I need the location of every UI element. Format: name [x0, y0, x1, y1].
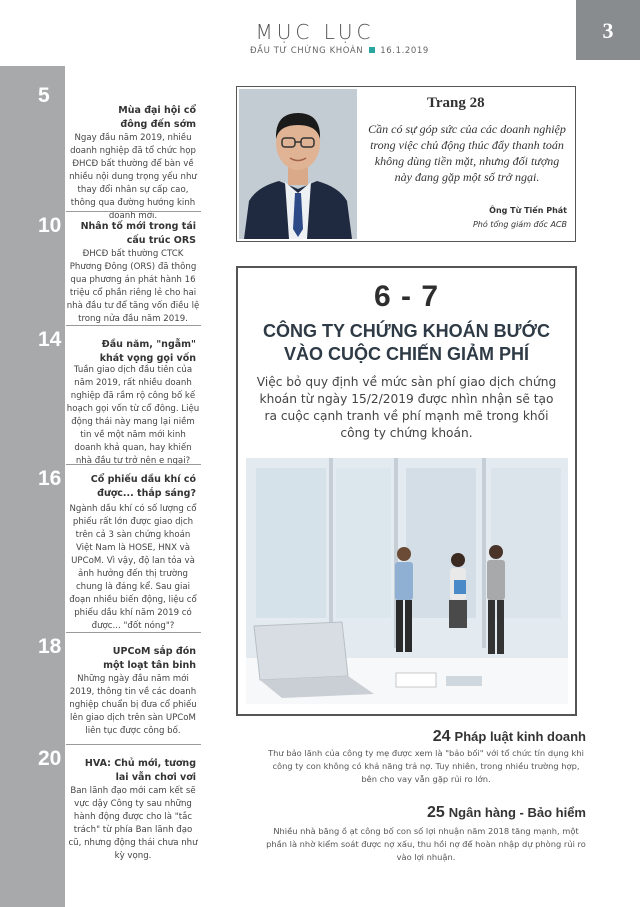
sidebar-item-number: 14: [38, 328, 62, 351]
quote-box[interactable]: [236, 86, 576, 242]
sidebar-item-body: Ngay đầu năm 2019, nhiều doanh nghiệp đã tổ chức họp ĐHCĐ bất thường để bàn về nhiều nội dung trọng yếu như thay đổi nhân sự cấp cao, thông qua đường hướng kinh doanh mới.: [69, 133, 197, 221]
portrait-photo: [239, 89, 357, 239]
section-title: Pháp luật kinh doanh: [454, 729, 586, 744]
quote-author: Ông Từ Tiến Phát: [489, 206, 567, 215]
sidebar-item-number: 16: [38, 467, 62, 490]
sidebar-item-number: 20: [38, 747, 62, 770]
person-portrait-icon: [239, 89, 357, 239]
section-body: Nhiều nhà băng ồ ạt công bố con số lợi nhuận năm 2018 tăng mạnh, một phần là nhờ kiểm soát được nợ xấu, thu hồi nợ để hoàn nhập dự phòng rủi ro vào lợi nhuận.: [266, 826, 586, 862]
sidebar-item-title: Đầu năm, "ngẫm" khát vọng gọi vốn: [99, 339, 196, 364]
publication-line: [250, 46, 470, 56]
sidebar: [0, 66, 201, 907]
section-number: 24: [432, 728, 451, 745]
issue-date: 16.1.2019: [380, 46, 429, 56]
divider: [66, 744, 201, 745]
sidebar-item-body: ĐHCĐ bất thường CTCK Phương Đông (ORS) đã thông qua phương án phát hành 16 triệu cổ phần riêng lẻ cho hai nhà đầu tư để tăng vốn điều lệ trong nửa đầu năm 2019.: [66, 249, 200, 324]
quote-text: Cần có sự góp sức của các doanh nghiệp trong việc chủ động thúc đẩy thanh toán không dùng tiền mặt, nhưng đối tượng này đang gặp một số trở ngại.: [368, 122, 566, 184]
section-body: Thư bảo lãnh của công ty mẹ được xem là "bảo bối" với tổ chức tín dụng khi công ty con không có khả năng trả nợ. Tuy nhiên, trong nhiều trường hợp, bên cho vay vẫn gặp rủi ro lớn.: [268, 748, 584, 784]
section-title: Ngân hàng - Bảo hiểm: [448, 805, 586, 820]
sidebar-item-number: 10: [38, 214, 62, 237]
section-number: 25: [426, 804, 445, 821]
feature-pages: 6 - 7: [373, 280, 440, 313]
divider: [66, 325, 201, 326]
sidebar-item-number: 18: [38, 635, 62, 658]
quote-page-reference: Trang 28: [427, 95, 485, 111]
section-heading: [266, 728, 586, 746]
toc-title: MỤC LỤC: [255, 20, 375, 44]
section-entry[interactable]: [266, 728, 586, 784]
sidebar-item-body: Tuần giao dịch đầu tiên của năm 2019, rất nhiều doanh nghiệp đã rầm rộ công bố kế hoạch gọi vốn từ cổ đông. Liệu động thái này mang lại niềm tin về một năm mới kinh doanh khả quan, hay khiến nhà đầu tư trở nên e ngại?: [66, 365, 200, 466]
divider: [66, 632, 201, 633]
sidebar-item-body: Những ngày đầu năm mới 2019, thông tin về các doanh nghiệp chuẩn bị đưa cổ phiếu lên giao dịch trên sàn UPCoM liên tục được công bố.: [69, 674, 197, 736]
sidebar-item-number: 5: [38, 84, 50, 107]
feature-article[interactable]: [236, 266, 577, 716]
divider: [66, 464, 201, 465]
office-meeting-photo: [246, 458, 568, 704]
section-heading: [266, 804, 586, 822]
square-bullet-icon: [369, 47, 375, 53]
publication-name: ĐẦU TƯ CHỨNG KHOÁN: [250, 46, 364, 56]
sidebar-item-title: Nhân tố mới trong tái cấu trúc ORS: [80, 221, 196, 246]
sidebar-item-title: HVA: Chủ mới, tương lai vẫn chơi vơi: [84, 758, 196, 783]
section-entry[interactable]: [266, 804, 586, 862]
page-number: 3: [576, 0, 640, 60]
office-scene-illustration: [246, 458, 568, 704]
feature-title: CÔNG TY CHỨNG KHOÁN BƯỚC VÀO CUỘC CHIẾN GIẢM PHÍ: [263, 321, 550, 364]
sidebar-item-title: Mùa đại hội cổ đông đến sớm: [118, 105, 196, 130]
sidebar-item-body: Ngành dầu khí có số lượng cổ phiếu rất lớn được giao dịch trên cả 3 sàn chứng khoán Việt Nam là HOSE, HNX và UPCoM. Vì vậy, độ lan tỏa và ảnh hưởng đến thị trường chung là đáng kể. Sau giai đoạn nhiều biến động, liệu cổ phiếu dầu khí năm 2019 có được... "đốt nóng"?: [69, 504, 197, 631]
sidebar-item-title: Cổ phiếu dầu khí có được... thắp sáng?: [90, 474, 196, 499]
quote-author-role: Phó tổng giám đốc ACB: [472, 220, 567, 229]
feature-description: Việc bỏ quy định về mức sàn phí giao dịch chứng khoán từ ngày 15/2/2019 được nhìn nhận sẽ tạo ra cuộc cạnh tranh về phí mạnh mẽ trong khối công ty chứng khoán.: [256, 375, 557, 440]
divider: [66, 211, 201, 212]
sidebar-item-body: Ban lãnh đạo mới cam kết sẽ vực dậy Công ty sau những hành động được cho là "tắc trách" từ phía Ban lãnh đạo cũ, nhưng động thái chưa như kỳ vọng.: [68, 786, 198, 861]
sidebar-item-title: UPCoM sắp đón một loạt tân binh: [103, 646, 196, 671]
